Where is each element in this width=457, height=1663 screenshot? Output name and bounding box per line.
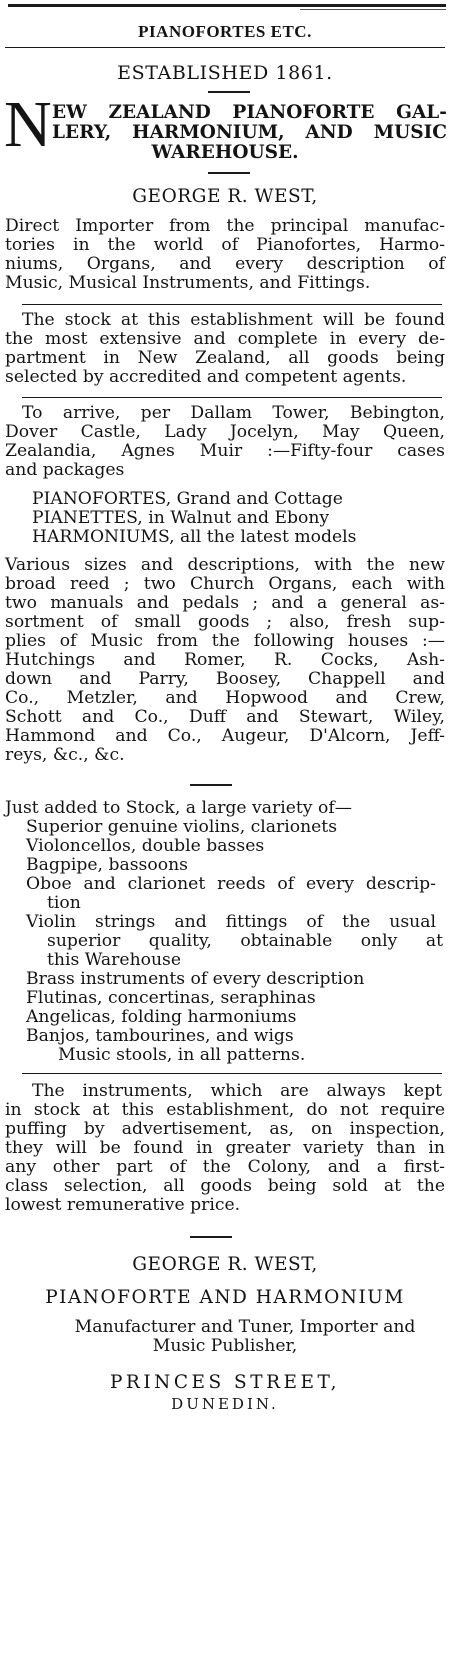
title-line-1: EW ZEALAND PIANOFORTE GAL-: [52, 102, 447, 123]
section-header: PIANOFORTES ETC.: [138, 22, 312, 41]
paragraph-rule: [22, 397, 442, 398]
short-rule: [208, 91, 250, 93]
description-line: broad reed ; two Church Organs, each with: [5, 574, 445, 594]
stock-item: this Warehouse: [47, 950, 182, 970]
intro-line: Direct Importer from the principal manufac-: [5, 216, 445, 236]
stock-item: Bagpipe, bassoons: [26, 855, 188, 875]
arrival-line: and packages: [5, 460, 125, 480]
proprietor-name: GEORGE R. WEST,: [132, 186, 318, 207]
stock-line: The stock at this establishment will be found: [22, 310, 445, 330]
stock-item: Violin strings and fittings of the usual: [26, 912, 436, 932]
stock-line: selected by accredited and competent agents.: [5, 367, 407, 387]
footer-street: PRINCES STREET,: [109, 1372, 341, 1393]
description-line: sortment of small goods ; also, fresh sup-: [5, 612, 445, 632]
description-line: two manuals and pedals ; and a general as-: [5, 593, 445, 613]
stock-item: Banjos, tambourines, and wigs: [26, 1026, 294, 1046]
footer-name: GEORGE R. WEST,: [132, 1254, 318, 1275]
title-line-3: WAREHOUSE.: [151, 142, 299, 163]
intro-line: Music, Musical Instruments, and Fittings.: [5, 273, 371, 293]
just-added-line: Just added to Stock, a large variety of—: [5, 798, 352, 818]
paragraph-rule: [22, 1073, 442, 1074]
description-line: reys, &c., &c.: [5, 745, 125, 765]
established-line: ESTABLISHED 1861.: [117, 62, 333, 84]
short-rule: [190, 1236, 232, 1238]
short-rule: [208, 172, 250, 174]
stock-item: Flutinas, concertinas, seraphinas: [26, 988, 316, 1008]
instruments-line: class selection, all goods being sold at the: [5, 1176, 445, 1196]
description-line: plies of Music from the following houses :—: [5, 631, 445, 651]
description-line: Hutchings and Romer, R. Cocks, Ash-: [5, 650, 445, 670]
description-line: Schott and Co., Duff and Stewart, Wiley,: [5, 707, 445, 727]
footer-roles-line: Music Publisher,: [152, 1336, 298, 1356]
stock-item: Superior genuine violins, clarionets: [26, 817, 338, 837]
description-line: Hammond and Co., Augeur, D'Alcorn, Jeff-: [5, 726, 445, 746]
arrival-line: Dover Castle, Lady Jocelyn, May Queen,: [5, 422, 445, 442]
description-line: down and Parry, Boosey, Chappell and: [5, 669, 445, 689]
instruments-line: any other part of the Colony, and a first-: [5, 1157, 445, 1177]
instruments-line: they will be found in greater variety than in: [5, 1138, 445, 1158]
stock-line: the most extensive and complete in every de-: [5, 329, 445, 349]
instruments-line: The instruments, which are always kept: [32, 1081, 442, 1101]
footer-roles-line: Manufacturer and Tuner, Importer and: [74, 1317, 416, 1337]
product-line: HARMONIUMS, all the latest models: [32, 527, 357, 547]
intro-line: niums, Organs, and every description of: [5, 254, 445, 274]
description-line: Co., Metzler, and Hopwood and Crew,: [5, 688, 445, 708]
instruments-line: in stock at this establishment, do not require: [5, 1100, 445, 1120]
stock-item: superior quality, obtainable only at: [47, 931, 443, 951]
stock-item: Angelicas, folding harmoniums: [26, 1007, 297, 1027]
drop-capital-letter: N: [4, 88, 52, 161]
product-line: PIANOFORTES, Grand and Cottage: [32, 489, 343, 509]
instruments-line: puffing by advertisement, as, on inspection,: [5, 1119, 445, 1139]
arrival-line: Zealandia, Agnes Muir :—Fifty-four cases: [5, 441, 445, 461]
instruments-line: lowest remunerative price.: [5, 1195, 241, 1215]
arrival-line: To arrive, per Dallam Tower, Bebington,: [22, 403, 445, 423]
top-border-rule: [8, 4, 446, 7]
stock-item: Music stools, in all patterns.: [58, 1045, 306, 1065]
footer-trade: PIANOFORTE AND HARMONIUM: [45, 1287, 405, 1308]
stock-item: Oboe and clarionet reeds of every descrip-: [26, 874, 436, 894]
header-rule: [5, 47, 445, 48]
product-line: PIANETTES, in Walnut and Ebony: [32, 508, 330, 528]
short-rule: [190, 784, 232, 786]
top-border-rule-thin: [300, 9, 446, 10]
footer-city: DUNEDIN.: [171, 1395, 279, 1413]
stock-line: partment in New Zealand, all goods being: [5, 348, 445, 368]
paragraph-rule: [22, 304, 442, 305]
title-line-2: LERY, HARMONIUM, AND MUSIC: [52, 122, 447, 143]
stock-item: Violoncellos, double basses: [26, 836, 265, 856]
intro-line: tories in the world of Pianofortes, Harmo-: [5, 235, 445, 255]
stock-item: Brass instruments of every description: [26, 969, 365, 989]
stock-item: tion: [47, 893, 81, 913]
description-line: Various sizes and descriptions, with the new: [5, 555, 445, 575]
